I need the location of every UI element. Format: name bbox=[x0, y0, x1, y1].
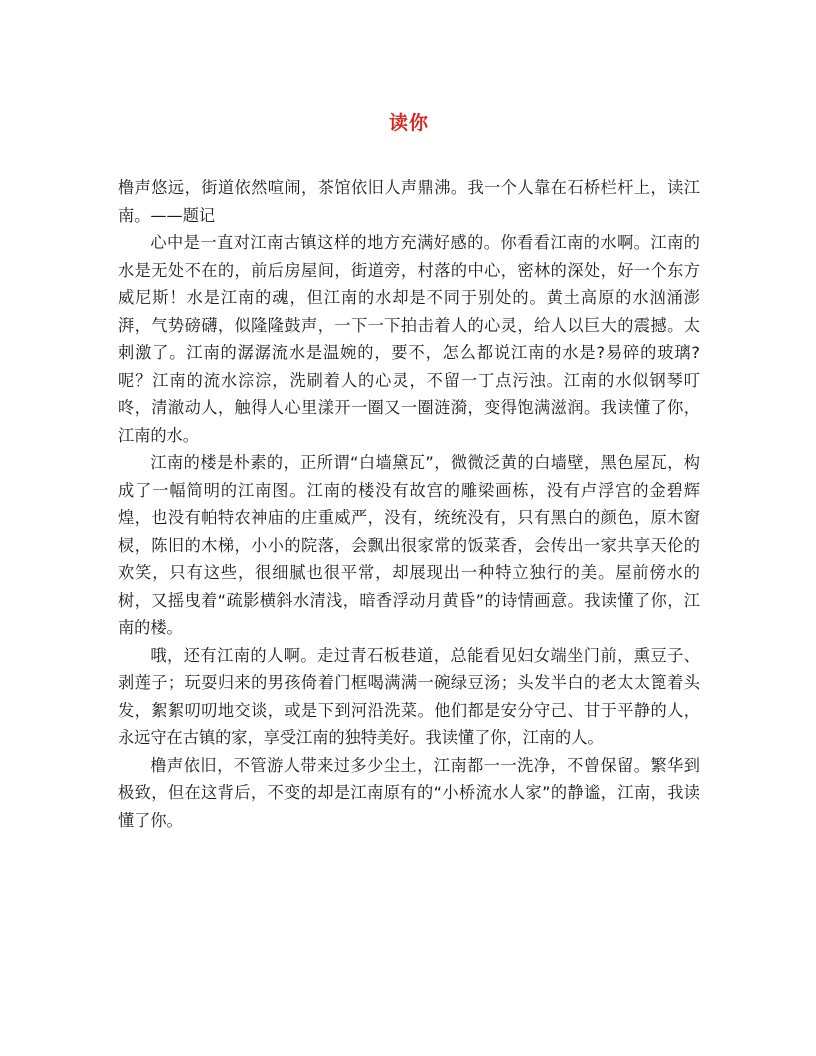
body-paragraph-conclusion: 橹声依旧，不管游人带来过多少尘土，江南都一一洗净，不曾保留。繁华到极致，但在这背后，不变的却是江南原有的“小桥流水人家”的静谧，江南，我读懂了你。 bbox=[118, 755, 700, 830]
body-paragraph-buildings: 江南的楼是朴素的，正所谓“白墙黛瓦”，微微泛黄的白墙壁，黑色屋瓦，构成了一幅简明的江南图。江南的楼没有故宫的雕梁画栋，没有卢浮宫的金碧辉煌，也没有帕特农神庙的庄重威严，没有，统统没有，只有黑白的颜色，原木窗棂，陈旧的木梯，小小的院落，会飘出很家常的饭菜香，会传出一家共享天伦的欢笑，只有这些，很细腻也很平常，却展现出一种特立独行的美。屋前傍水的树，又摇曳着“疏影横斜水清浅，暗香浮动月黄昏”的诗情画意。我读懂了你，江南的楼。 bbox=[118, 453, 700, 637]
document-title: 读你 bbox=[388, 112, 429, 134]
body-paragraph-people: 哦，还有江南的人啊。走过青石板巷道，总能看见妇女端坐门前，熏豆子、剥莲子；玩耍归来的男孩倚着门框喝满满一碗绿豆汤；头发半白的老太太篦着头发，絮絮叨叨地交谈，或是下到河沿洗菜。他们都是安分守己、甘于平静的人，永远守在古镇的家，享受江南的独特美好。我读懂了你，江南的人。 bbox=[118, 645, 700, 747]
document-body bbox=[118, 174, 700, 834]
epigraph-paragraph: 橹声悠远，街道依然喧闹，茶馆依旧人声鼎沸。我一个人靠在石桥栏杆上，读江南。——题记 bbox=[118, 178, 700, 225]
body-paragraph-water: 心中是一直对江南古镇这样的地方充满好感的。你看看江南的水啊。江南的水是无处不在的，前后房屋间，街道旁，村落的中心，密林的深处，好一个东方威尼斯！水是江南的魂，但江南的水却是不同于别处的。黄土高原的水汹涌澎湃，气势磅礴，似隆隆鼓声，一下一下拍击着人的心灵，给人以巨大的震撼。太刺激了。江南的潺潺流水是温婉的，要不，怎么都说江南的水是?易碎的玻璃?呢？江南的流水淙淙，洗刷着人的心灵，不留一丁点污浊。江南的水似钢琴叮咚，清澈动人，触得人心里漾开一圈又一圈涟漪，变得饱满滋润。我读懂了你，江南的水。 bbox=[118, 233, 700, 445]
